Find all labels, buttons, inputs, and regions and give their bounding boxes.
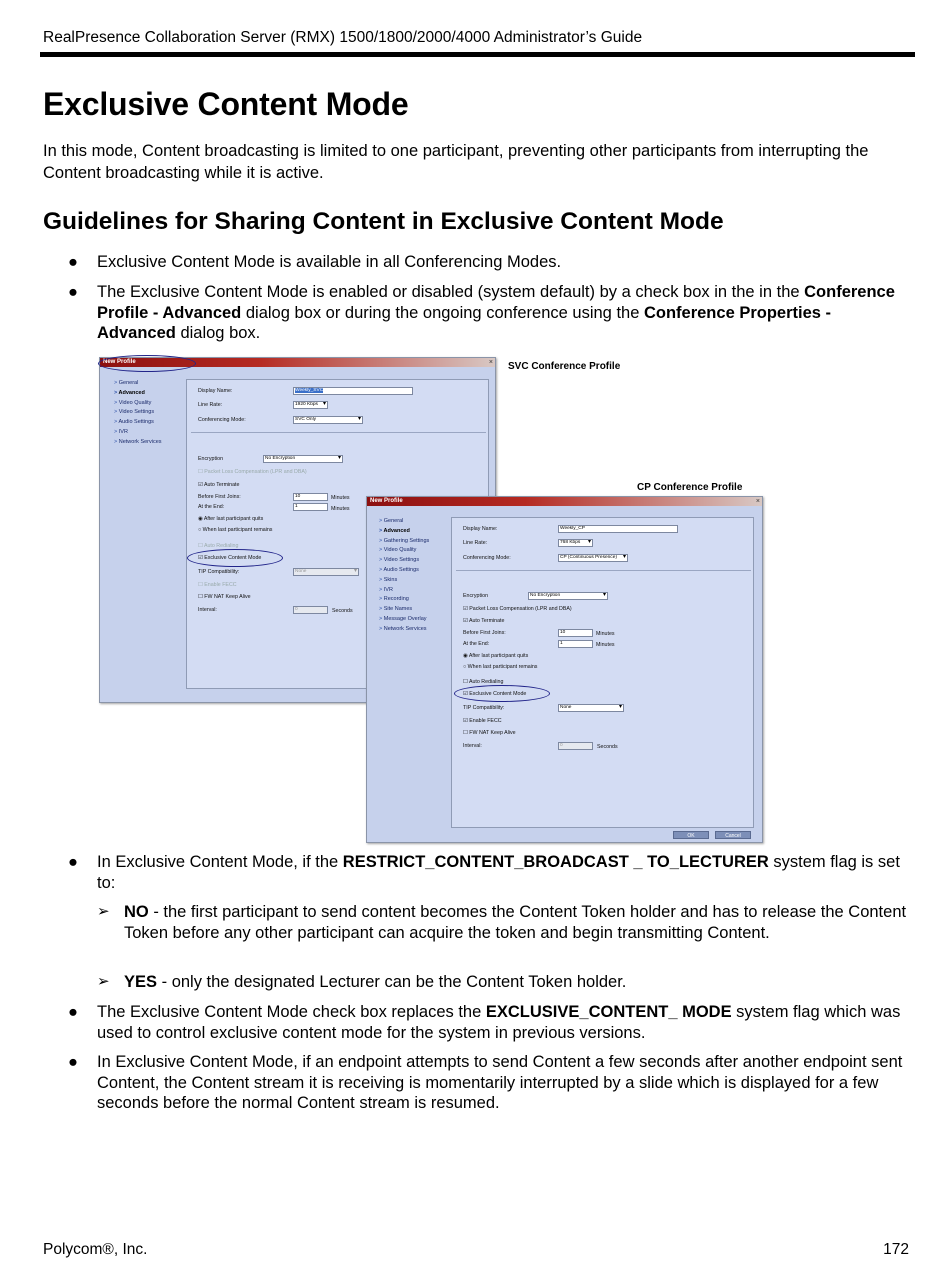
bullet-text-1: Exclusive Content Mode is available in all Conferencing Modes. — [97, 253, 562, 271]
nav-item-site-names[interactable]: > Site Names — [379, 605, 429, 615]
enable-fecc-checkbox[interactable]: ☑ Enable FECC — [463, 718, 502, 724]
nav-item-ivr[interactable]: > IVR — [379, 586, 429, 596]
sub-bullet-yes-text: - only the designated Lecturer can be the Content Token holder. — [157, 973, 627, 991]
interval-stepper[interactable]: 0 — [558, 742, 593, 750]
auto-terminate-checkbox[interactable]: ☑ Auto Terminate — [463, 618, 505, 624]
encryption-select[interactable]: No Encryption ▾ — [528, 592, 608, 600]
enable-fecc-checkbox[interactable]: ☐ Enable FECC — [198, 582, 237, 588]
nav-item-network-services[interactable]: > Network Services — [114, 438, 162, 448]
conferencing-mode-label: Conferencing Mode: — [198, 417, 246, 423]
before-first-joins-label: Before First Joins: — [198, 494, 241, 500]
minutes-label: Minutes — [596, 642, 615, 648]
close-icon[interactable]: × — [488, 359, 493, 366]
bullet-text-2 — [97, 282, 912, 344]
tip-compatibility-label: TIP Compatibility: — [463, 705, 505, 711]
before-first-joins-stepper[interactable]: 10 — [293, 493, 328, 501]
exclusive-content-mode-checkbox[interactable]: ☑ Exclusive Content Mode — [198, 555, 262, 561]
at-the-end-label: At the End: — [463, 641, 490, 647]
display-name-field[interactable]: Weekly_CP — [558, 525, 678, 533]
auto-terminate-checkbox[interactable]: ☑ Auto Terminate — [198, 482, 240, 488]
sub-bullet-no-text: - the first participant to send content becomes the Content Token holder and has to release the Content Token before any other participant can acquire the token and begin transmitting Content. — [124, 903, 907, 942]
title-highlight-oval — [98, 355, 196, 372]
nav-item-general[interactable]: > General — [379, 517, 429, 527]
divider — [456, 570, 751, 571]
sub-bullet-no — [124, 902, 909, 943]
tip-compatibility-select[interactable]: None ▾ — [293, 568, 359, 576]
bullet-4-pre: The Exclusive Content Mode check box replaces the — [97, 1003, 486, 1021]
nav-item-gathering-settings[interactable]: > Gathering Settings — [379, 537, 429, 547]
encryption-label: Encryption — [463, 593, 489, 599]
encryption-label: Encryption — [198, 456, 224, 462]
exclusive-mode-highlight-oval — [187, 549, 283, 567]
nav-item-general[interactable]: > General — [114, 379, 162, 389]
cp-settings-panel — [451, 517, 754, 828]
conferencing-mode-select[interactable]: SVC Only ▾ — [293, 416, 363, 424]
bullet-text-4 — [97, 1002, 912, 1043]
bullet-marker: ● — [68, 253, 78, 271]
bullet-2-pre: The Exclusive Content Mode is enabled or disabled (system default) by a check box in the in the — [97, 283, 805, 301]
display-name-label: Display Name: — [198, 388, 233, 394]
before-first-joins-label: Before First Joins: — [463, 630, 506, 636]
sub-bullet-yes-bold: YES — [124, 973, 158, 991]
bullet-text-3 — [97, 852, 912, 893]
section-title: Exclusive Content Mode — [43, 86, 409, 122]
bullet-3-pre: In Exclusive Content Mode, if the — [97, 853, 343, 871]
bullet-marker: ● — [68, 1053, 78, 1071]
line-rate-label: Line Rate: — [198, 402, 223, 408]
nav-item-skins[interactable]: > Skins — [379, 576, 429, 586]
bullet-2-bold-2: Conference Properties - Advanced — [97, 303, 832, 342]
bullet-3-bold: RESTRICT_CONTENT_BROADCAST _ TO_LECTURER — [342, 853, 769, 871]
bullet-2-post: dialog box. — [175, 324, 261, 342]
intro-paragraph: In this mode, Content broadcasting is limited to one participant, preventing other participants from interrupting the Content broadcasting while it is active. — [43, 142, 869, 182]
nav-item-video-quality[interactable]: > Video Quality — [379, 546, 429, 556]
nav-item-advanced[interactable]: > Advanced — [379, 527, 429, 537]
encryption-select[interactable]: No Encryption ▾ — [263, 455, 343, 463]
seconds-label: Seconds — [597, 744, 618, 750]
minutes-label: Minutes — [331, 495, 350, 501]
nav-item-video-quality[interactable]: > Video Quality — [114, 399, 162, 409]
tip-compatibility-select[interactable]: None ▾ — [558, 704, 624, 712]
divider — [191, 432, 486, 433]
page-number: 172 — [883, 1241, 909, 1258]
arrow-marker: ➢ — [97, 903, 110, 920]
close-icon[interactable]: × — [755, 498, 760, 505]
minutes-label: Minutes — [331, 506, 350, 512]
line-rate-select[interactable]: 768 Kbps ▾ — [558, 539, 593, 547]
after-last-quits-radio[interactable]: ◉ After last participant quits — [463, 653, 529, 659]
nav-item-ivr[interactable]: > IVR — [114, 428, 162, 438]
cp-profile-dialog — [366, 496, 763, 843]
nav-item-audio-settings[interactable]: > Audio Settings — [114, 418, 162, 428]
header-rule — [40, 52, 915, 57]
bullet-marker: ● — [68, 853, 78, 871]
at-the-end-label: At the End: — [198, 504, 225, 510]
bullet-4-bold: EXCLUSIVE_CONTENT_ MODE — [485, 1003, 732, 1021]
svc-caption: SVC Conference Profile — [508, 361, 621, 372]
at-the-end-stepper[interactable]: 1 — [558, 640, 593, 648]
when-last-remains-radio[interactable]: ○ When last participant remains — [463, 664, 538, 670]
seconds-label: Seconds — [332, 608, 353, 614]
nav-item-video-settings[interactable]: > Video Settings — [114, 408, 162, 418]
auto-redialing-checkbox[interactable]: ☐ Auto Redialing — [463, 679, 504, 685]
at-the-end-stepper[interactable]: 1 — [293, 503, 328, 511]
sub-bullet-no-bold: NO — [124, 903, 149, 921]
nav-item-message-overlay[interactable]: > Message Overlay — [379, 615, 429, 625]
display-name-field[interactable]: Weekly_SVC — [293, 387, 413, 395]
plc-checkbox[interactable]: ☐ Packet Loss Compensation (LPR and DBA) — [198, 469, 307, 475]
sub-bullet-yes — [124, 972, 909, 993]
interval-label: Interval: — [463, 743, 482, 749]
cancel-button[interactable]: Cancel — [715, 831, 751, 839]
bullet-2-bold-1: Conference Profile - Advanced — [97, 283, 895, 322]
nav-item-video-settings[interactable]: > Video Settings — [379, 556, 429, 566]
svc-dialog-title: New Profile — [100, 358, 495, 367]
ok-button[interactable]: OK — [673, 831, 709, 839]
arrow-marker: ➢ — [97, 973, 110, 990]
running-header: RealPresence Collaboration Server (RMX) 1500/1800/2000/4000 Administrator’s Guide — [43, 29, 643, 46]
nav-item-recording[interactable]: > Recording — [379, 595, 429, 605]
bullet-4-post: system flag which was used to control exclusive content mode for the system in previous versions. — [97, 1003, 901, 1042]
exclusive-content-mode-checkbox[interactable]: ☑ Exclusive Content Mode — [463, 691, 527, 697]
exclusive-mode-highlight-oval — [454, 685, 550, 702]
cp-caption: CP Conference Profile — [637, 482, 743, 493]
cp-dialog-title: New Profile — [367, 497, 762, 506]
minutes-label: Minutes — [596, 631, 615, 637]
nav-item-advanced[interactable]: > Advanced — [114, 389, 162, 399]
cp-nav-list — [379, 517, 429, 635]
subsection-title: Guidelines for Sharing Content in Exclusive Content Mode — [43, 208, 724, 235]
bullet-marker: ● — [68, 283, 78, 301]
svc-nav-list — [114, 379, 162, 448]
auto-redialing-checkbox[interactable]: ☐ Auto Redialing — [198, 543, 239, 549]
before-first-joins-stepper[interactable]: 10 — [558, 629, 593, 637]
fw-nat-keep-alive-checkbox[interactable]: ☐ FW NAT Keep Alive — [463, 730, 516, 736]
interval-stepper[interactable]: 0 — [293, 606, 328, 614]
bullet-2-mid: dialog box or during the ongoing conference using the — [241, 303, 644, 322]
interval-label: Interval: — [198, 607, 217, 613]
footer-company: Polycom®, Inc. — [43, 1241, 148, 1258]
display-name-label: Display Name: — [463, 526, 498, 532]
after-last-quits-radio[interactable]: ◉ After last participant quits — [198, 516, 264, 522]
nav-item-audio-settings[interactable]: > Audio Settings — [379, 566, 429, 576]
line-rate-label: Line Rate: — [463, 540, 488, 546]
conferencing-mode-select[interactable]: CP (Continuous Presence) ▾ — [558, 554, 628, 562]
plc-checkbox[interactable]: ☑ Packet Loss Compensation (LPR and DBA) — [463, 606, 572, 612]
when-last-remains-radio[interactable]: ○ When last participant remains — [198, 527, 273, 533]
line-rate-select[interactable]: 1920 Kbps ▾ — [293, 401, 328, 409]
bullet-text-5: In Exclusive Content Mode, if an endpoint attempts to send Content a few seconds after another endpoint sent Content, the Content stream it is receiving is momentarily interrupted by a slide which is displayed for a few seconds before the normal Content stream is resumed. — [97, 1053, 903, 1112]
bullet-3-post: system flag is set to: — [97, 853, 900, 892]
fw-nat-keep-alive-checkbox[interactable]: ☐ FW NAT Keep Alive — [198, 594, 251, 600]
tip-compatibility-label: TIP Compatibility: — [198, 569, 240, 575]
bullet-marker: ● — [68, 1003, 78, 1021]
conferencing-mode-label: Conferencing Mode: — [463, 555, 511, 561]
nav-item-network-services[interactable]: > Network Services — [379, 625, 429, 635]
dialog-screenshots-figure — [98, 354, 768, 848]
